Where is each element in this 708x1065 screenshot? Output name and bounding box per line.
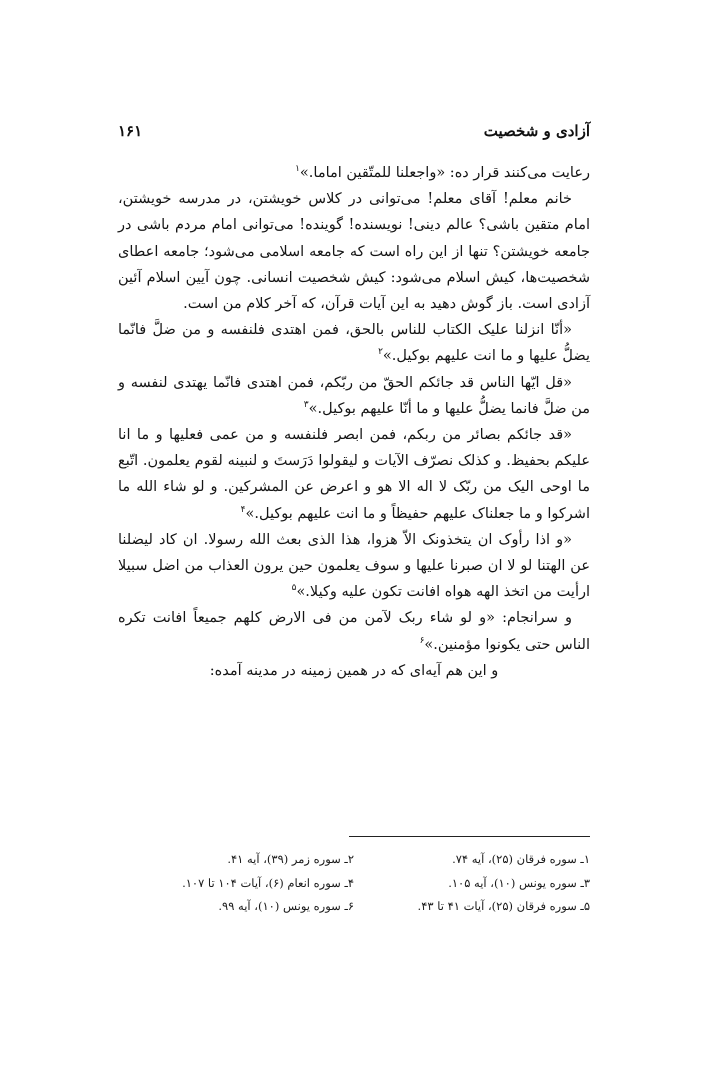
- page-number: ۱۶۱: [118, 122, 143, 140]
- paragraph-text: رعایت می‌کنند قرار ده: «واجعلنا للمتّقین اماما.»: [299, 165, 590, 181]
- footnotes: [118, 848, 590, 919]
- paragraph: [118, 605, 590, 657]
- paragraph-text: «أنّا انزلنا علیک الکتاب للناس بالحق، فمن اهتدی فلنفسه و من ضلَّ فانّما یضلُّ علیها و ما انت علیهم بوکیل.»: [118, 322, 590, 365]
- footnote-entry: ۱ـ سوره فرقان (۲۵)، آیه ۷۴.: [452, 852, 590, 866]
- paragraph-text: خانم معلم! آقای معلم! می‌توانی در کلاس خویشتن، در مدرسه خویشتن، امام متقین باشی؟ عالم دینی! نویسنده! گوینده! می‌توانی امام مردم باشی در جامعه خویشتن؟ تنها از این راه است که جامعه اسلامی می‌شود؛ جامعه اعطای شخصیت‌ها، کیش اسلام می‌شود: کیش شخصیت انسانی. چون آیین اسلام آئین آزادی است. باز گوش دهید به این آیات قرآن، که آخر کلام من است.: [118, 191, 590, 313]
- footnote-marker[interactable]: ۳: [303, 400, 309, 410]
- paragraph-text: «قد جائکم بصائر من ربکم، فمن ابصر فلنفسه و من عمی فعلیها و ما انا علیکم بحفیظ. و کذلک نصرّف الآیات و لیقولوا دَرَستَ و لنبینه لقوم یعلمون. اتّبع ما اوحی الیک من ربّک لا اله الا هو و اعرض عن المشرکین. و لو شاء الله ما اشرکوا و ما جعلناک علیهم حفیظاً و ما انت علیهم بوکیل.»: [118, 427, 590, 522]
- footnote-divider: [349, 836, 590, 837]
- paragraph-text: «قل ایّها الناس قد جائکم الحقّ من ربّکم، فمن اهتدی فانّما یهتدی لنفسه و من ضلَّ فانما یضلُّ علیها و ما أنّا علیهم بوکیل.»: [118, 374, 590, 417]
- footnote-entry: ۴ـ سوره انعام (۶)، آیات ۱۰۴ تا ۱۰۷.: [182, 875, 354, 890]
- paragraph-text: و این هم آیه‌ای که در همین زمینه در مدینه آمده:: [209, 662, 499, 679]
- footnote-entry: ۵ـ سوره فرقان (۲۵)، آیات ۴۱ تا ۴۳.: [417, 899, 590, 914]
- paragraph: [118, 317, 590, 369]
- paragraph: [118, 370, 590, 422]
- footnote-marker[interactable]: ۶: [419, 635, 425, 646]
- paragraph-text: «و اذا رأوک ان یتخذونک الاّ هزوا، هذا الذی بعث الله رسولا. ان کاد لیضلنا عن الهتنا لو لا ان صبرنا علیها و سوف یعلمون حین یرون العذاب من اضل سبیلا ارأیت من اتخذ الهه هواه افانت تکون علیه وکیلا.»: [118, 531, 590, 601]
- paragraph: [118, 658, 590, 684]
- footnote-row: [118, 848, 590, 872]
- footnote-marker[interactable]: ۲: [378, 347, 383, 358]
- paragraph: [118, 160, 590, 186]
- paragraph: [118, 527, 590, 606]
- footnote-marker[interactable]: ۱: [295, 164, 300, 175]
- footnote-entry: ۶ـ سوره یونس (۱۰)، آیه ۹۹.: [218, 899, 354, 914]
- paragraph-text: و سرانجام: «و لو شاء ربک لآمن من فی الارض کلهم جمیعاً افانت تکره الناس حتی یکونوا مؤمنین.»: [118, 610, 590, 653]
- running-title: آزادی و شخصیت: [483, 122, 590, 140]
- paragraph: [118, 186, 590, 317]
- footnote-entry: ۳ـ سوره یونس (۱۰)، آیه ۱۰۵.: [448, 875, 590, 890]
- body-text: [118, 160, 590, 684]
- footnote-marker[interactable]: ۵: [291, 583, 297, 594]
- footnote-row: [118, 872, 590, 896]
- footnote-entry: ۲ـ سوره زمر (۳۹)، آیه ۴۱.: [227, 852, 354, 866]
- footnote-row: [118, 895, 590, 919]
- running-header: [118, 122, 590, 146]
- paragraph: [118, 422, 590, 527]
- footnote-marker[interactable]: ۴: [240, 504, 246, 515]
